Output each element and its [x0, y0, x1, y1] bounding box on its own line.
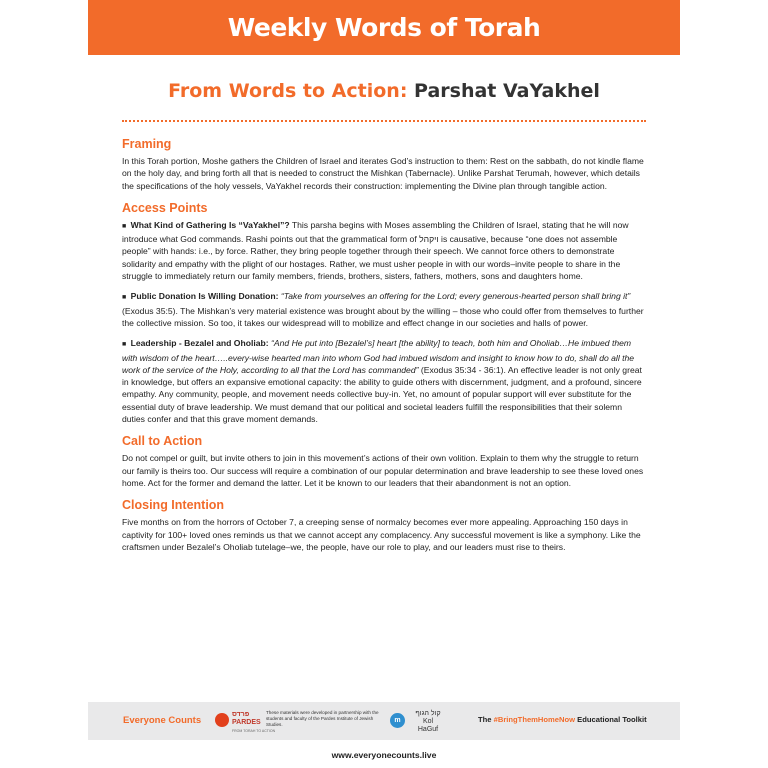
- access-point-lead: What Kind of Gathering Is “VaYakhel”?: [130, 219, 290, 230]
- access-point-gathering: [122, 219, 646, 282]
- title-banner: [88, 0, 680, 55]
- closing-intention-text: Five months on from the horrors of October 7, a creeping sense of normalcy becomes ever more appealing. Approaching 150 days in captivity for 100+ loved ones reminds us that we cannot accept any complacency. Any successful movement is like a symphony. Like the craftsmen under Bezalel’s Oholiab tutelage–we, the people, have our role to play, and our leaders must rise to theirs.: [122, 517, 641, 552]
- toolkit-label: [478, 715, 647, 724]
- framing-section: [122, 137, 646, 192]
- access-point-quote: “And He put into [Bezalel’s] heart [the ability] to teach, both him and Oholiab…He imbued them with wisdom of the heart…..every-wise hearted man into whom God had imbued wisdom and insight to know how to do, shall do all the work of the service of the Holy, according to all that the Lord has commanded”: [122, 338, 635, 375]
- partnership-description: These materials were developed in partnership with the students and faculty of the Pardes Institute of Jewish Studies.: [266, 710, 379, 727]
- toolkit-prefix: The: [478, 715, 494, 724]
- page-subtitle: [88, 80, 680, 102]
- kol-haguf-logo: [413, 710, 443, 734]
- access-point-lead: Public Donation Is Willing Donation:: [130, 291, 279, 302]
- page-title: Weekly Words of Torah: [227, 13, 541, 42]
- closing-intention-heading: Closing Intention: [122, 498, 225, 513]
- toolkit-suffix: Educational Toolkit: [575, 715, 647, 724]
- bullet-square-icon: ■: [122, 341, 127, 349]
- bullet-square-icon: ■: [122, 294, 127, 302]
- kol-hebrew: קול הגוף: [415, 710, 441, 717]
- website-url[interactable]: www.everyonecounts.live: [331, 750, 437, 760]
- call-to-action-section: [122, 434, 646, 489]
- dotted-divider: [122, 120, 646, 122]
- toolkit-hashtag: #BringThemHomeNow: [493, 715, 576, 724]
- access-point-text: (Exodus 35:34 - 36:1). An effective leader is not only great in knowledge, but offers an expansive emotional capacity: the ability to guide others with discernment, judgment, and a profound, sincere empathy. Any community, people, and movement needs collective buy-in. Yet, no amount of popular support will ever substitute for the essential duty of brave leadership. We must demand that our political and societal leaders fulfill the responsibilities that their solemn duties confer and that this grave moment demands.: [122, 364, 642, 425]
- access-point-text: (Exodus 35:5). The Mishkan’s very material existence was brought about by the willing – those who could offer from themselves to further the collective mission. So too, it takes our widespread will to mobilize and effect change in our societies and halls of power.: [122, 305, 644, 328]
- framing-heading: Framing: [122, 137, 172, 151]
- access-point-text: This parsha begins with Moses assembling the Children of Israel, stating that he will now introduce what God commands. Rashi points out that the grammatical form of ויקהל is causative, because “one does not assemble people” with hands: i.e., by force. Rather, they bring people together through their speech. We cannot force others to demonstrate solidarity and empathy with the plight of our hostages. Rather, we must usher people in with our words–invite people to share in the struggle to immediately return our family members, friends, brothers, sisters, fathers, mothers, sons and daughters home.: [122, 219, 629, 282]
- partner-m-logo-icon: m: [390, 713, 405, 728]
- pardes-tagline: FROM TORAH TO ACTION: [232, 729, 276, 733]
- access-point-leadership: [122, 337, 646, 425]
- pardes-name: PARDES: [232, 719, 261, 726]
- access-point-donation: [122, 290, 646, 329]
- kol-latin: Kol HaGuf: [417, 718, 439, 733]
- framing-text: In this Torah portion, Moshe gathers the Children of Israel and iterates God’s instruction to them: Rest on the sabbath, do not kindle flame on the holy day, and bring forth all that is needed to construct the Mishkan (Tabernacle). Unlike Parshat Terumah, however, which details the specifications of the holy vessels, VaYakhel records their construction: implementing the Divine plan through tangible action.: [122, 156, 644, 191]
- call-to-action-heading: Call to Action: [122, 434, 203, 449]
- subtitle-accent: From Words to Action:: [168, 80, 408, 102]
- access-points-section: [122, 201, 646, 425]
- access-point-quote: “Take from yourselves an offering for the Lord; every generous-hearted person shall bring it”: [278, 291, 631, 302]
- call-to-action-text: Do not compel or guilt, but invite others to join in this movement’s actions of their own volition. Explain to them why the struggle to return our family is theirs too. Our success will require a combination of our popular determination and brave leadership to see these loved ones home. Act for the former and demand the latter. Let it be known to our leaders that their abandonment is not an option.: [122, 453, 644, 488]
- pardes-logo-icon: [215, 713, 229, 727]
- access-point-lead: Leadership - Bezalel and Oholiab:: [130, 338, 269, 349]
- pardes-hebrew: פרדס: [232, 711, 250, 718]
- subtitle-parsha: Parshat VaYakhel: [414, 80, 600, 102]
- main-content: [122, 137, 646, 562]
- everyone-counts-logo: Everyone Counts: [123, 715, 202, 726]
- footer-bar: [88, 702, 680, 740]
- access-points-heading: Access Points: [122, 200, 208, 215]
- closing-intention-section: [122, 498, 646, 553]
- bullet-square-icon: ■: [122, 222, 127, 230]
